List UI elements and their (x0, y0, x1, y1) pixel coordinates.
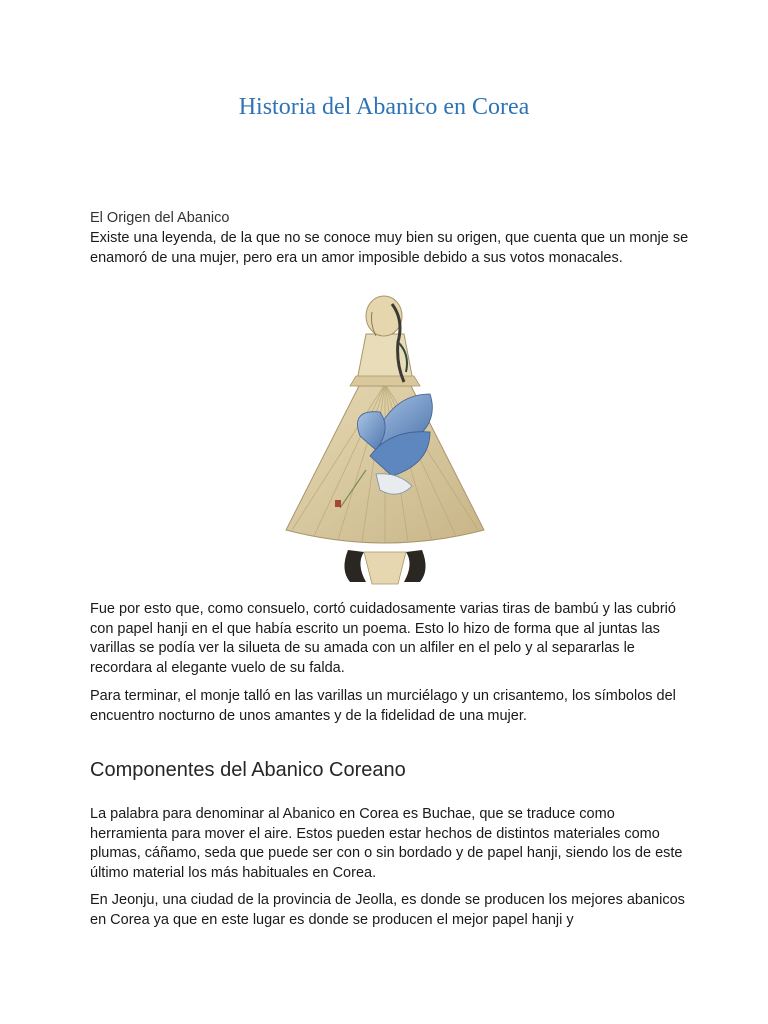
paragraph-jeonju: En Jeonju, una ciudad de la provincia de Jeolla, es donde se producen los mejores abanicos en Corea ya que en este lugar es donde se producen el mejor papel hanji y (90, 892, 685, 928)
heading-components: Componentes del Abanico Coreano (90, 759, 406, 781)
fan-illustration (280, 294, 490, 590)
section-label-origin: El Origen del Abanico (90, 210, 230, 226)
paragraph-buchae: La palabra para denominar al Abanico en Corea es Buchae, que se traduce como herramienta para mover el aire. Estos pueden estar hechos de distintos materiales como plumas, cáñamo, seda que puede ser con o sin bordado y de papel hanji, siendo los de este último material los más habituales en Corea. (90, 806, 683, 881)
paragraph-consolation: Fue por esto que, como consuelo, cortó cuidadosamente varias tiras de bambú y las cubrió con papel hanji en el que había escrito un poema. Esto lo hizo de forma que al juntas las varillas se podía ver la silueta de su amada con un alfiler en el pelo y al separarlas le recordara al elegante vuelo de su falda. (90, 601, 676, 676)
paragraph-legend: Existe una leyenda, de la que no se conoce muy bien su origen, que cuenta que un monje se enamoró de una mujer, pero era un amor imposible debido a sus votos monacales. (90, 230, 689, 266)
paragraph-carving: Para terminar, el monje talló en las varillas un murciélago y un crisantemo, los símbolos del encuentro nocturno de unos amantes y de la fidelidad de una mujer. (90, 688, 676, 724)
fan-woman-figure-image (280, 294, 490, 590)
document-title: Historia del Abanico en Corea (238, 94, 530, 120)
